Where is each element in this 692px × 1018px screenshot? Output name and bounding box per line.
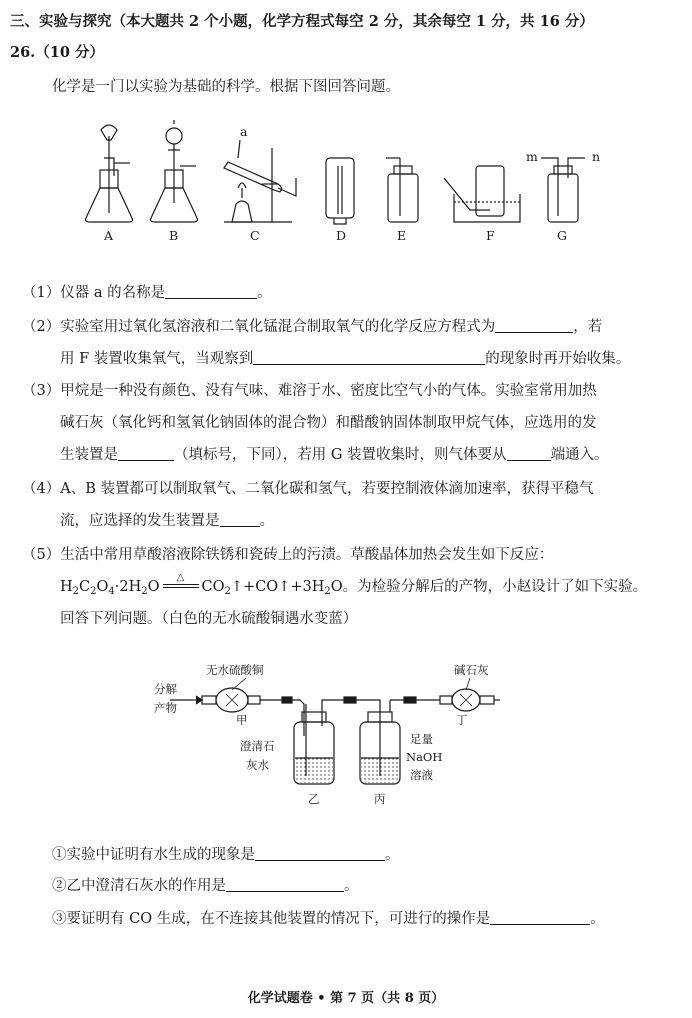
part-2-phenomenon-blank[interactable] (253, 350, 485, 365)
label-f: F (486, 228, 495, 243)
question-points: （10 分） (35, 44, 104, 61)
part-4-line-1: （4）A、B 装置都可以制取氧气、二氧化碳和氢气，若要控制液体滴加速率，获得平稳气 (22, 481, 594, 497)
part-3-end-blank[interactable] (507, 446, 551, 461)
mark-n: n (592, 149, 601, 164)
part-4-line-2 (60, 512, 274, 530)
label-naoh-2: NaOH (406, 750, 443, 764)
part-3-device-blank[interactable] (118, 446, 174, 461)
label-a: A (104, 228, 114, 243)
sub-question-2-blank[interactable] (226, 877, 344, 892)
sub-question-2-prefix: ②乙中澄清石灰水的作用是 (52, 878, 226, 894)
section-note: （本大题共 2 个小题，化学方程式每空 2 分，其余每空 1 分，共 16 分） (111, 13, 594, 30)
label-c: C (250, 228, 260, 243)
part-2-line-1-prefix: （2）实验室用过氧化氢溶液和二氧化锰混合制取氧气的化学反应方程式为 (22, 319, 496, 335)
tube-ding (440, 689, 500, 711)
apparatus-d (326, 158, 354, 224)
apparatus-b (151, 120, 198, 222)
mark-a: a (240, 124, 248, 139)
part-3-line-3-mid: （填标号，下同），若用 G 装置收集时，则气体要从 (174, 447, 507, 463)
section-header (10, 13, 594, 31)
label-g: G (557, 228, 567, 243)
eq-sub: 2 (324, 586, 331, 597)
question-intro: 化学是一门以实验为基础的科学。根据下图回答问题。 (52, 79, 400, 95)
label-naoh-3: 溶液 (410, 768, 433, 782)
label-anhydrous-cuso4: 无水硫酸铜 (206, 663, 264, 677)
part-5-equation-line (60, 572, 648, 597)
label-jia: 甲 (236, 713, 248, 727)
sub-question-3-suffix: 。 (590, 911, 605, 927)
label-limewater-2: 灰水 (246, 758, 269, 772)
part-2-line-2-prefix: 用 F 装置收集氧气，当观察到 (60, 351, 254, 367)
eq-o: O (96, 579, 109, 595)
tube-jia (202, 688, 260, 712)
question-number: 26. (10, 44, 36, 61)
page-footer: 化学试题卷 • 第 7 页（共 8 页） (247, 991, 445, 1006)
apparatus-f (444, 166, 520, 222)
sub-question-3-blank[interactable] (490, 910, 590, 925)
part-5-line-3: 回答下列问题。（白色的无水硫酸铜遇水变蓝） (60, 611, 358, 627)
sub-question-2-suffix: 。 (344, 878, 359, 894)
label-product-1: 分解 (154, 682, 177, 696)
part-2-line-1-suffix: ，若 (573, 319, 603, 335)
label-bing: 丙 (374, 792, 386, 806)
eq-co2: CO (201, 579, 225, 595)
part-3-line-2: 碱石灰（氧化钙和氢氧化钠固体的混合物）和醋酸钠固体制取甲烷气体，应选用的发 (60, 415, 597, 431)
part-4-line-2-prefix: 流，应选择的发生装置是 (60, 513, 220, 529)
eq-c: C (79, 579, 91, 595)
mark-m: m (526, 149, 538, 164)
apparatus-a (86, 125, 133, 222)
label-product-2: 产物 (154, 701, 177, 715)
part-2-line-2 (60, 350, 630, 368)
label-soda-lime: 碱石灰 (454, 663, 489, 677)
eq-products: ↑+CO↑+3H (230, 579, 325, 595)
part-1 (22, 284, 272, 302)
section-title: 三、实验与探究 (10, 13, 112, 30)
apparatus-e (386, 158, 418, 222)
label-naoh-1: 足量 (410, 732, 433, 746)
eq-tail: O。为检验分解后的产物，小赵设计了如下实验。 (330, 579, 648, 595)
sub-question-3-prefix: ③要证明有 CO 生成，在不连接其他装置的情况下，可进行的操作是 (52, 911, 491, 927)
label-limewater-1: 澄清石 (240, 739, 275, 753)
question-number-line (10, 44, 104, 62)
eq-sub: 2 (224, 586, 231, 597)
eq-water-o: O (147, 579, 160, 595)
sub-question-1-blank[interactable] (255, 846, 385, 861)
part-4-line-2-suffix: 。 (259, 513, 274, 529)
eq-water-h: ·2H (114, 579, 142, 595)
sub-question-3 (52, 910, 605, 928)
label-b: B (169, 228, 179, 243)
heat-symbol: △ (176, 572, 185, 583)
part-3-line-1: （3）甲烷是一种没有颜色、没有气味、难溶于水、密度比空气小的气体。实验室常用加热 (22, 383, 597, 399)
part-2-line-2-suffix: 的现象时再开始收集。 (485, 351, 631, 367)
part-5-line-1: （5）生活中常用草酸溶液除铁锈和瓷砖上的污渍。草酸晶体加热会发生如下反应： (22, 547, 554, 563)
eq-sub: 2 (90, 586, 97, 597)
part-2-equation-blank[interactable] (495, 318, 573, 333)
sub-question-2 (52, 877, 359, 895)
sub-question-1-suffix: 。 (385, 847, 400, 863)
eq-sub: 4 (108, 586, 115, 597)
part-3-line-3-suffix: 端通入。 (550, 447, 609, 463)
part-3-line-3-prefix: 生装置是 (60, 447, 118, 463)
sub-question-1 (52, 846, 400, 864)
label-d: D (336, 228, 347, 243)
bottle-yi (294, 704, 334, 784)
part-4-blank[interactable] (220, 512, 260, 527)
label-e: E (397, 228, 407, 243)
eq-h: H (60, 579, 73, 595)
eq-arrow (160, 572, 202, 596)
part-1-prefix: （1）仪器 a 的名称是 (22, 285, 166, 301)
part-2-line-1 (22, 318, 602, 336)
part-1-suffix: 。 (257, 285, 272, 301)
eq-sub: 2 (72, 586, 80, 597)
experiment-diagram (0, 658, 692, 808)
eq-sub: 2 (141, 586, 148, 597)
label-yi: 乙 (308, 792, 320, 806)
apparatus-g (541, 158, 585, 222)
apparatus-c (224, 140, 296, 222)
sub-question-1-prefix: ①实验中证明有水生成的现象是 (52, 847, 255, 863)
part-3-line-3 (60, 446, 609, 464)
part-1-blank[interactable] (165, 284, 257, 299)
label-ding: 丁 (456, 713, 468, 727)
